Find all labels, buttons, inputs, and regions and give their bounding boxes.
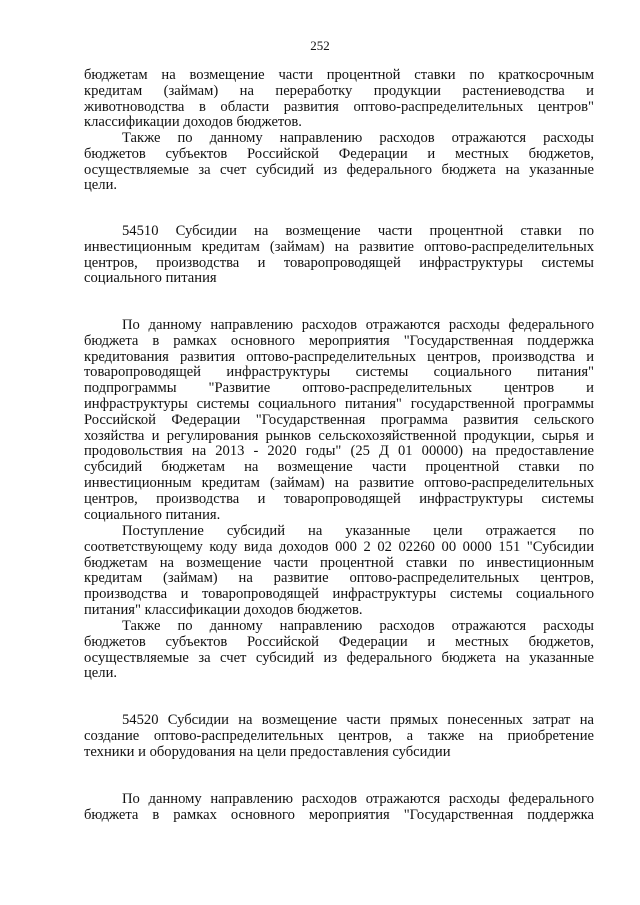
text-line: соответствующему коду вида доходов 000 2 02 02260 00 0000 151 "Субсидии <box>84 538 594 555</box>
text-line: Также по данному направлению расходов отражаются расходы <box>122 618 594 634</box>
paragraph <box>84 792 594 824</box>
text-line: 54510 Субсидии на возмещение части процентной ставки по <box>122 223 594 239</box>
text-line: классификации доходов бюджетов. <box>84 114 302 131</box>
section-heading <box>84 713 594 760</box>
text-line: бюджетам на возмещение части процентной ставки по инвестиционным <box>84 554 594 571</box>
text-line: цели. <box>84 177 118 194</box>
text-line: животноводства в области развития оптово-распределительных центров" <box>84 98 594 115</box>
text-line: социального питания <box>84 270 217 287</box>
text-line: социального питания. <box>84 506 221 523</box>
text-line: бюджета в рамках основного мероприятия "Государственная поддержка <box>84 806 594 823</box>
text-line: подпрограммы "Развитие оптово-распределительных центров и <box>84 380 594 397</box>
text-line: бюджетов субъектов Российской Федерации и местных бюджетов, <box>84 633 594 650</box>
text-line: Поступление субсидий на указанные цели отражается по <box>122 523 594 539</box>
text-line: субсидий бюджетам на возмещение части процентной ставки по <box>84 459 594 476</box>
text-line: цели. <box>84 665 118 682</box>
text-line: бюджетов субъектов Российской Федерации и местных бюджетов, <box>84 145 594 162</box>
text-line: бюджета в рамках основного мероприятия "Государственная поддержка <box>84 332 594 349</box>
text-line: 54520 Субсидии на возмещение части прямых понесенных затрат на <box>122 712 594 728</box>
paragraph <box>84 619 594 682</box>
text-line: инвестиционным кредитам (займам) на развитие оптово-распределительных <box>84 474 594 491</box>
text-line: осуществляемые за счет субсидий из федерального бюджета на указанные <box>84 161 594 178</box>
text-line: техники и оборудования на цели предоставления субсидии <box>84 743 451 760</box>
text-line: центров, производства и товаропроводящей инфраструктуры системы <box>84 254 594 271</box>
section-heading <box>84 224 594 287</box>
paragraph <box>84 318 594 523</box>
text-line: центров, производства и товаропроводящей инфраструктуры системы <box>84 490 594 507</box>
paragraph-continuation <box>84 68 594 131</box>
text-line: хозяйства и регулирования рынков сельскохозяйственной продукции, сырья и <box>84 427 594 444</box>
text-line: кредитам (займам) на развитие оптово-распределительных центров, <box>84 570 594 587</box>
paragraph <box>84 131 594 194</box>
text-line: Российской Федерации "Государственная программа развития сельского <box>84 411 594 428</box>
text-line: Также по данному направлению расходов отражаются расходы <box>122 130 594 146</box>
text-line: производства и товаропроводящей инфраструктуры системы социального <box>84 586 594 603</box>
text-line: По данному направлению расходов отражаются расходы федерального <box>122 791 594 807</box>
text-line: кредитования развития оптово-распределительных центров, производства и <box>84 348 594 365</box>
text-line: кредитам (займам) на переработку продукции растениеводства и <box>84 82 594 99</box>
text-line: бюджетам на возмещение части процентной ставки по краткосрочным <box>84 67 594 83</box>
paragraph <box>84 524 594 619</box>
text-line: По данному направлению расходов отражаются расходы федерального <box>122 317 594 333</box>
text-line: инфраструктуры системы социального питания" государственной программы <box>84 395 594 412</box>
page-number: 252 <box>310 38 330 53</box>
text-line: продовольствия на 2013 - 2020 годы" (25 Д 01 00000) на предоставление <box>84 443 594 460</box>
text-line: осуществляемые за счет субсидий из федерального бюджета на указанные <box>84 649 594 666</box>
text-line: создание оптово-распределительных центров, а также на приобретение <box>84 727 594 744</box>
text-line: питания" классификации доходов бюджетов. <box>84 601 363 618</box>
text-line: инвестиционным кредитам (займам) на развитие оптово-распределительных <box>84 238 594 255</box>
text-line: товаропроводящей инфраструктуры системы социального питания" <box>84 364 594 381</box>
